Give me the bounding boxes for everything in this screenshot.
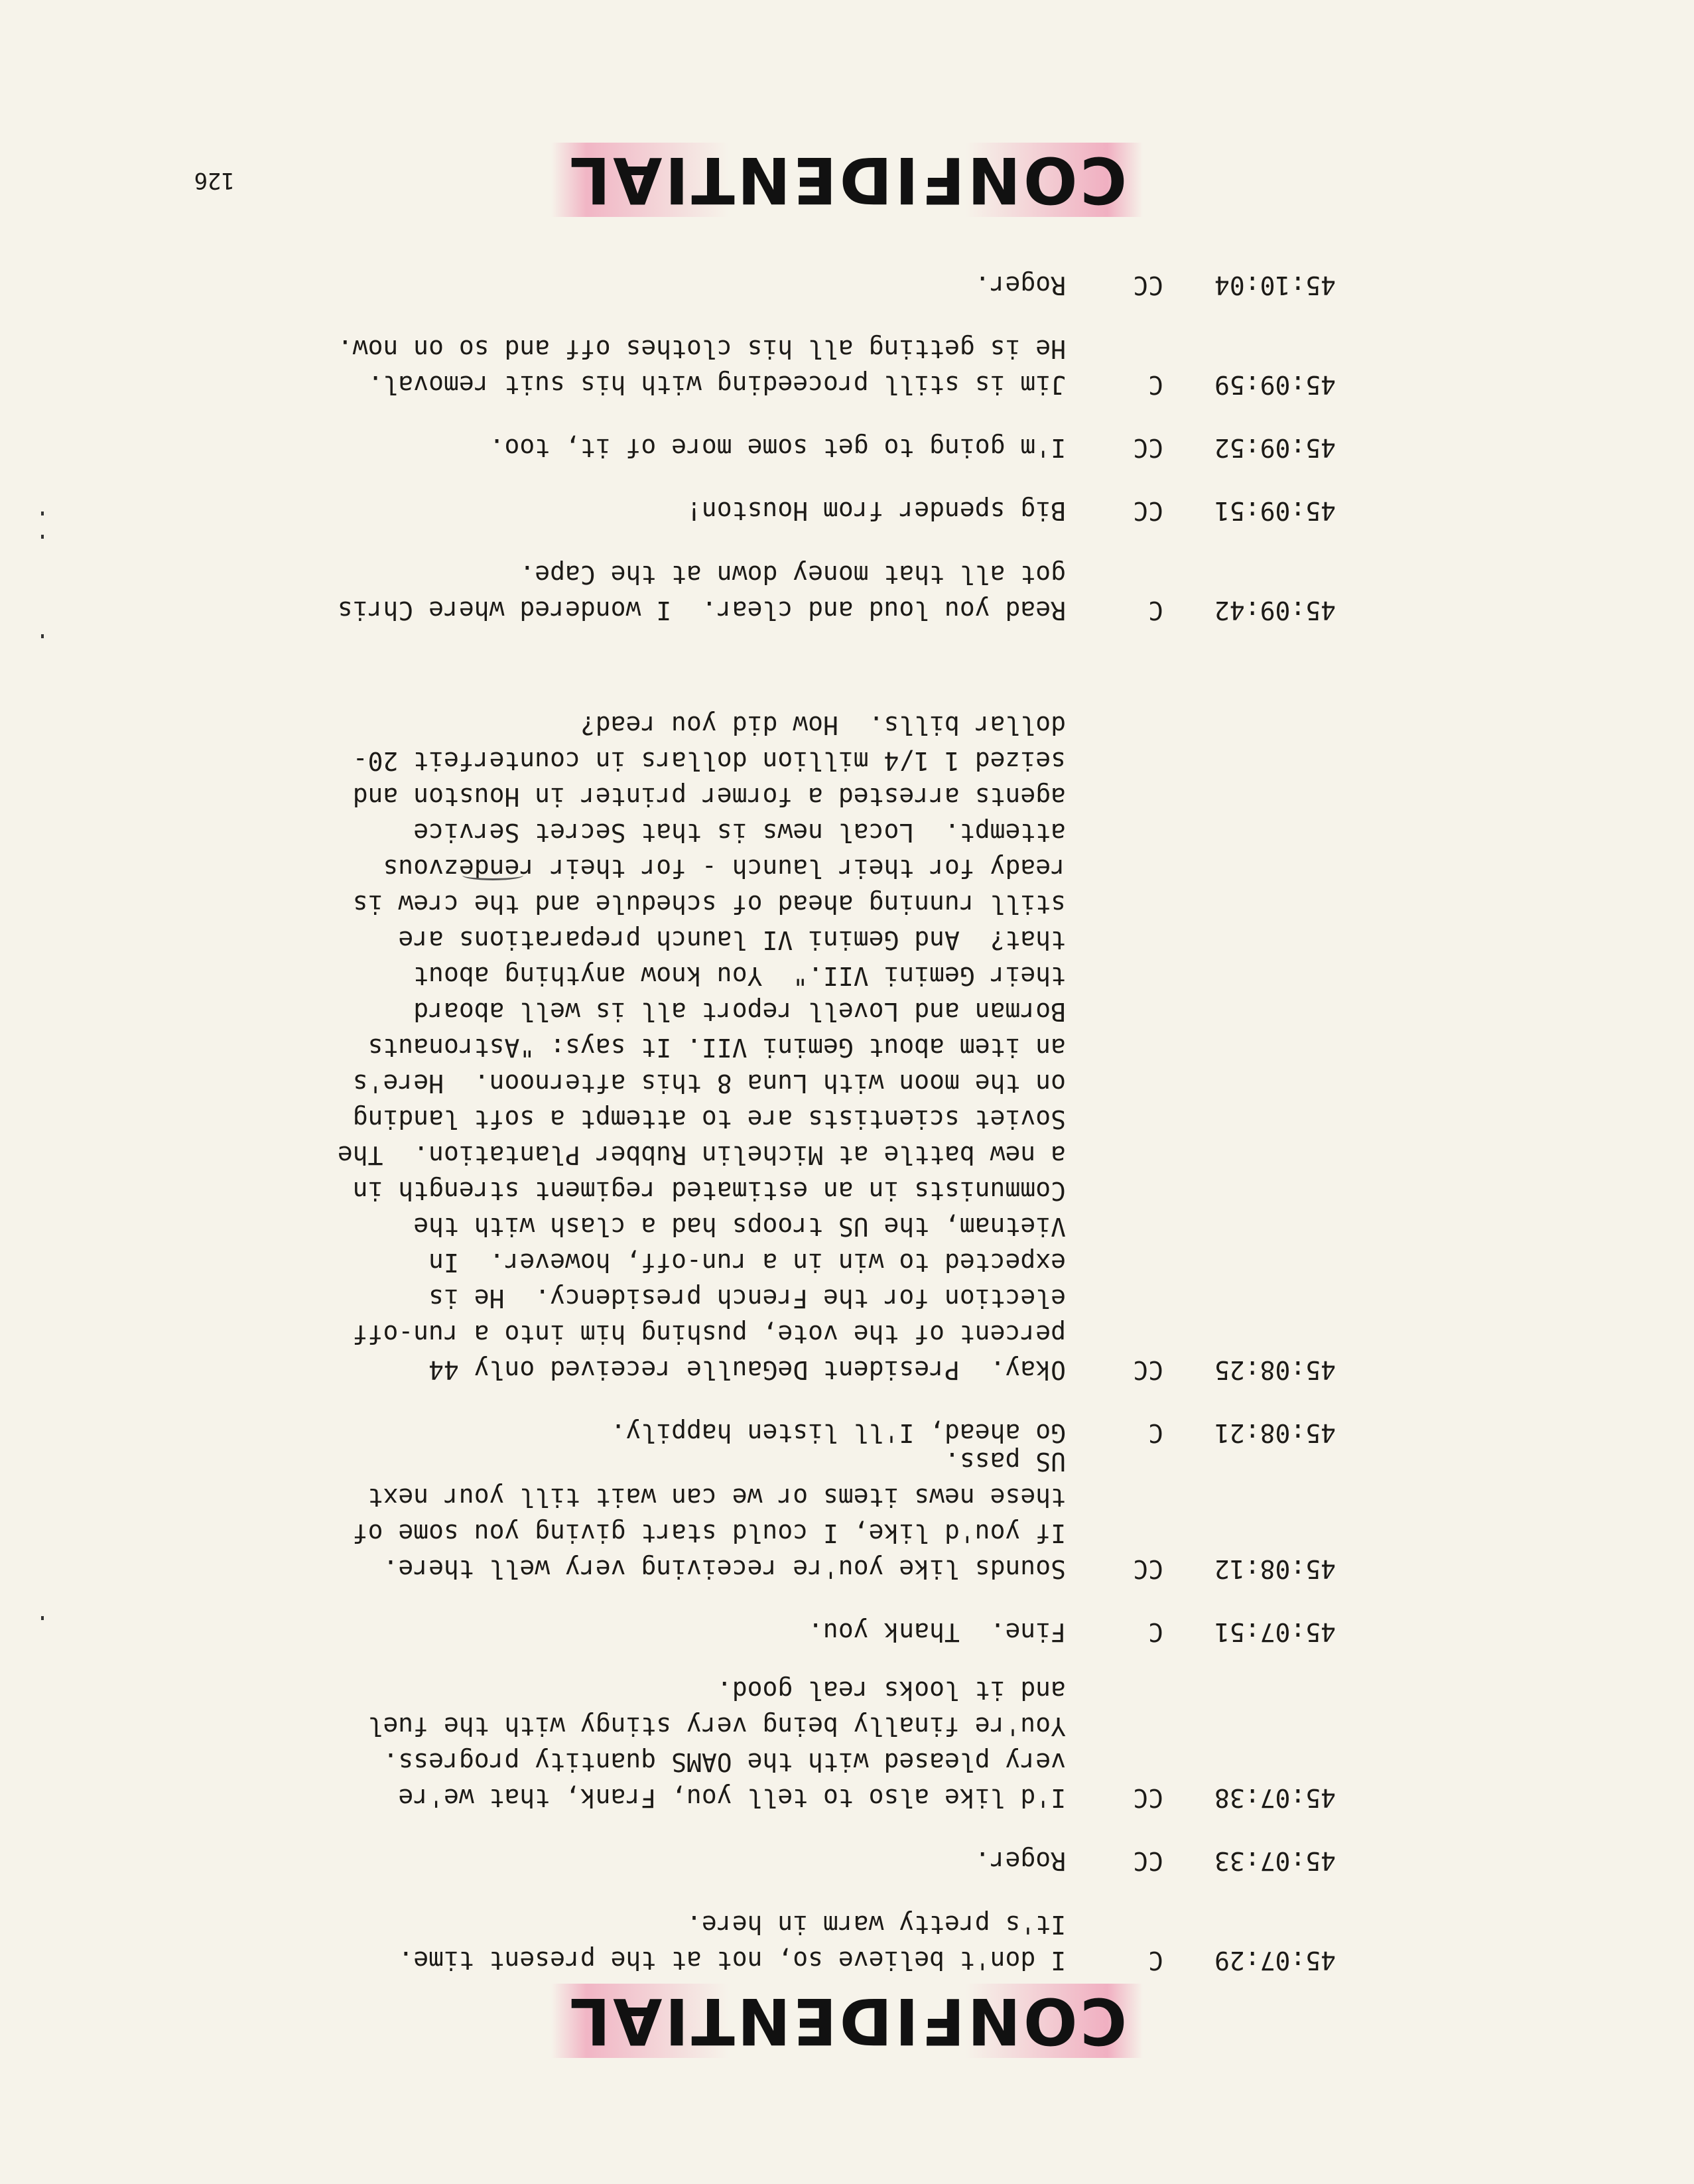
entry-timestamp: 45:08:25 bbox=[1214, 1355, 1336, 1385]
margin-dot bbox=[41, 535, 44, 539]
entry-text: Big spender from Houston! bbox=[686, 496, 1066, 525]
entry-speaker: C bbox=[1148, 1946, 1163, 1975]
entry-speaker: C bbox=[1148, 596, 1163, 625]
entry-speaker: CC bbox=[1133, 496, 1163, 525]
entry-speaker: CC bbox=[1133, 1355, 1163, 1385]
entry-speaker: C bbox=[1148, 1418, 1163, 1448]
margin-dot bbox=[41, 512, 44, 515]
entry-timestamp: 45:10:04 bbox=[1214, 271, 1336, 300]
entry-speaker: CC bbox=[1133, 271, 1163, 300]
entry-timestamp: 45:09:52 bbox=[1214, 433, 1336, 462]
entry-timestamp: 45:07:29 bbox=[1214, 1946, 1336, 1975]
entry-speaker: CC bbox=[1133, 433, 1163, 462]
margin-dot bbox=[41, 1616, 44, 1620]
entry-text: Fine. Thank you. bbox=[808, 1617, 1066, 1647]
entry-timestamp: 45:09:51 bbox=[1214, 496, 1336, 525]
entry-timestamp: 45:09:59 bbox=[1214, 370, 1336, 399]
entry-speaker: C bbox=[1148, 1617, 1163, 1647]
entry-timestamp: 45:07:38 bbox=[1214, 1783, 1336, 1812]
confidential-stamp-top bbox=[0, 1984, 1694, 2058]
entry-speaker: CC bbox=[1133, 1554, 1163, 1584]
stamp-text-top: CONFIDENTIAL bbox=[551, 1984, 1143, 2058]
entry-text: I don't believe so, not at the present time. It's pretty warm in here. bbox=[367, 1910, 1066, 1975]
entry-text: Roger. bbox=[974, 271, 1066, 300]
entry-text: Jim is still proceeding with his suit removal. He is getting all his clothes off and so on now. bbox=[337, 334, 1066, 399]
entry-speaker: CC bbox=[1133, 1783, 1163, 1812]
page-number: 126 bbox=[194, 167, 235, 194]
entry-timestamp: 45:07:51 bbox=[1214, 1617, 1336, 1647]
entry-speaker: CC bbox=[1133, 1846, 1163, 1876]
entry-text: Okay. President DeGaulle received only 44 percent of the vote, pushing him into a run-off election for the French presidency. He is expected to win in a run-off, however. In Vietnam, the US troops had a clash with the Communists in an estimated regiment strength in a new battle at Michelin Rubber Plantation. The Soviet scientists are to attempt a soft landing on the moon with Luna 8 this afternoon. Here's an item about Gemini VII. It says: "Astronauts Borman and Lovell report all is well aboard their Gemini VII." You know anything about that? And Gemini VI launch preparations are still running ahead of schedule and the crew is ready for their launch - for their rendezvous attempt. Local news is that Secret Service agents arrested a former printer in Houston and seized 1 1/4 million dollars in counterfeit 20-dollar bills. How did you read? bbox=[322, 711, 1066, 1385]
entry-timestamp: 45:07:33 bbox=[1214, 1846, 1336, 1876]
pen-mark bbox=[462, 870, 523, 880]
entry-timestamp: 45:08:21 bbox=[1214, 1418, 1336, 1448]
entry-timestamp: 45:08:12 bbox=[1214, 1554, 1336, 1584]
entry-text: I'm going to get some more of it, too. bbox=[489, 433, 1066, 462]
stamp-text-bottom: CONFIDENTIAL bbox=[551, 143, 1143, 217]
entry-text: I'd like also to tell you, Frank, that we're very pleased with the OAMS quantity progress. You're finally being very stingy with the fuel and it looks real good. bbox=[352, 1676, 1066, 1812]
entry-text: Sounds like you're receiving very well there. If you'd like, I could start giving you some of these news items or we can wait till your next US pass. bbox=[337, 1447, 1066, 1584]
entry-speaker: C bbox=[1148, 370, 1163, 399]
margin-dot bbox=[41, 634, 44, 638]
entry-text: Go ahead, I'll listen happily. bbox=[610, 1418, 1066, 1448]
entry-text: Read you loud and clear. I wondered where Chris got all that money down at the Cape. bbox=[322, 560, 1066, 625]
entry-timestamp: 45:09:42 bbox=[1214, 596, 1336, 625]
confidential-stamp-bottom bbox=[0, 143, 1694, 217]
entry-text: Roger. bbox=[974, 1846, 1066, 1876]
